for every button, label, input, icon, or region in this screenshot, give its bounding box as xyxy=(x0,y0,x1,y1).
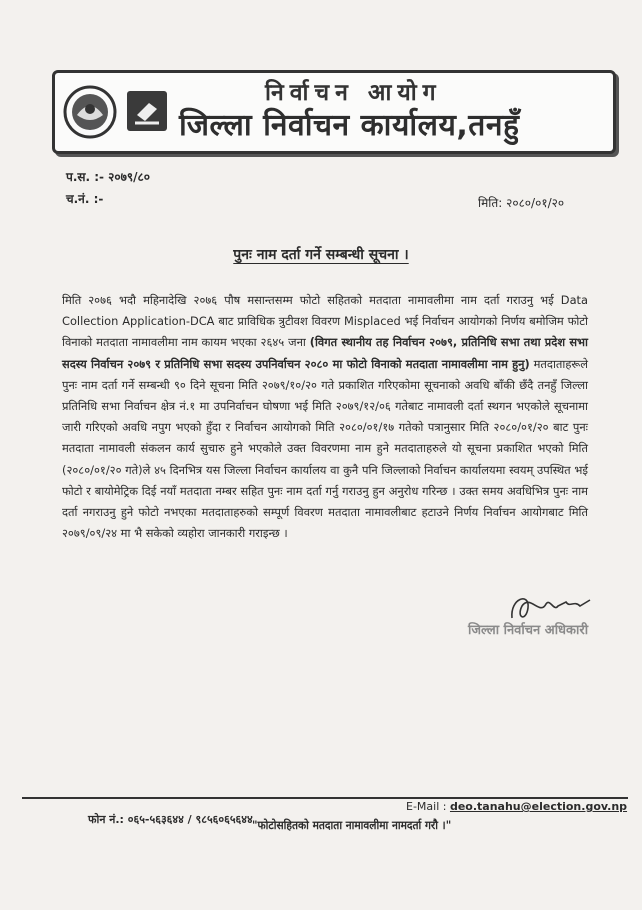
dispatch-number: च.नं. :- xyxy=(66,192,104,206)
phone-number: फोन नं.: ०६५-५६३६४४ / ९८५६०६५६४४ xyxy=(88,813,253,826)
email-label: E-Mail : xyxy=(406,800,450,813)
notice-body xyxy=(62,290,588,544)
nepal-emblem-icon xyxy=(63,85,117,139)
email-link[interactable]: deo.tanahu@election.gov.np xyxy=(449,800,628,813)
ballot-icon xyxy=(127,91,167,131)
org-name: निर्वाचन आयोग xyxy=(265,80,442,106)
office-name: जिल्ला निर्वाचन कार्यालय,तनहुँ xyxy=(179,108,520,143)
election-commission-logo xyxy=(127,91,167,131)
body-part-2: मतदाताहरूले पुनः नाम दर्ता गर्ने सम्बन्धी ९० दिने सूचना मिति २०७९/१०/२० गते प्रकाशित गरिएकोमा सूचनाको अवधि बाँकी छँदै तनहुँ जिल्ला प्रतिनिधि सभा निर्वाचन क्षेत्र नं.१ मा उपनिर्वाचन घोषणा भई मिति २०७९/१२/०६ गतेबाट नामावली दर्ता स्थगन भएकोले सूचनामा जारी गरिएको अवधि नपुग भएको हुँदा र निर्वाचन आयोगको मिति २०८०/०१/१७ गतेको पत्रानुसार मिति २०८०/०१/२० बाट पुनः मतदाता नामावली संकलन कार्य सुचारु हुने भएकोले उक्त विवरणमा नाम हुने मतदाताहरुले यो सूचना प्रकाशित भएको मिति (२०८०/०१/२० गते)ले ४५ दिनभित्र यस जिल्ला निर्वाचन कार्यालय वा कुनै पनि जिल्लाको निर्वाचन कार्यालयमा स्वयम् उपस्थित भई फोटो र बायोमेट्रिक दिई नयाँ मतदाता नम्बर सहित पुनः नाम दर्ता गर्नु गराउनु हुन अनुरोध गरिन्छ । उक्त समय अवधिभित्र पुनः नाम दर्ता नगराउनु हुने फोटो नभएका मतदाताहरुको सम्पूर्ण विवरण मतदाता नामावलीबाट हटाउने निर्णय निर्वाचन आयोगबाट मिति २०७९/०९/२४ मा भै सकेको व्यहोरा जानकारी गराइन्छ । xyxy=(62,356,588,541)
body-part-1: मिति २०७६ भदौ महिनादेखि २०७६ पौष मसान्तसम्म फोटो सहितको मतदाता नामावलीमा नाम दर्ता गराउनु भई Data Collection Application-DCA बाट प्राविधिक त्रुटीवश विवरण Misplaced भई निर्वाचन आयोगको निर्णय बमोजिम फोटो विनाको मतदाता नामावलीमा नाम कायम भएका २६४५ जना xyxy=(62,293,588,350)
body-bold-part: (विगत स्थानीय तह निर्वाचन २०७९, प्रतिनिधि सभा तथा प्रदेश सभा सदस्य निर्वाचन २०७९ र प्रतिनिधि सभा सदस्य उपनिर्वाचन २०८० मा फोटो विनाको मतदाता नामावलीमा नाम हुनु) xyxy=(62,335,588,371)
notice-subject xyxy=(0,245,642,264)
reference-number: प.स. :- २०७९/८० xyxy=(66,170,151,184)
footer-slogan: "फोटोसहितको मतदाता नामावलीमा नामदर्ता गरौ ।" xyxy=(252,818,452,832)
signatory-title: जिल्ला निर्वाचन अधिकारी xyxy=(468,623,589,638)
footer-divider xyxy=(22,797,628,799)
email-line xyxy=(406,800,627,813)
letterhead xyxy=(52,70,616,154)
notice-date: मिति: २०८०/०१/२० xyxy=(478,196,565,210)
subject-text: पुनः नाम दर्ता गर्ने सम्बन्धी सूचना । xyxy=(233,247,409,263)
